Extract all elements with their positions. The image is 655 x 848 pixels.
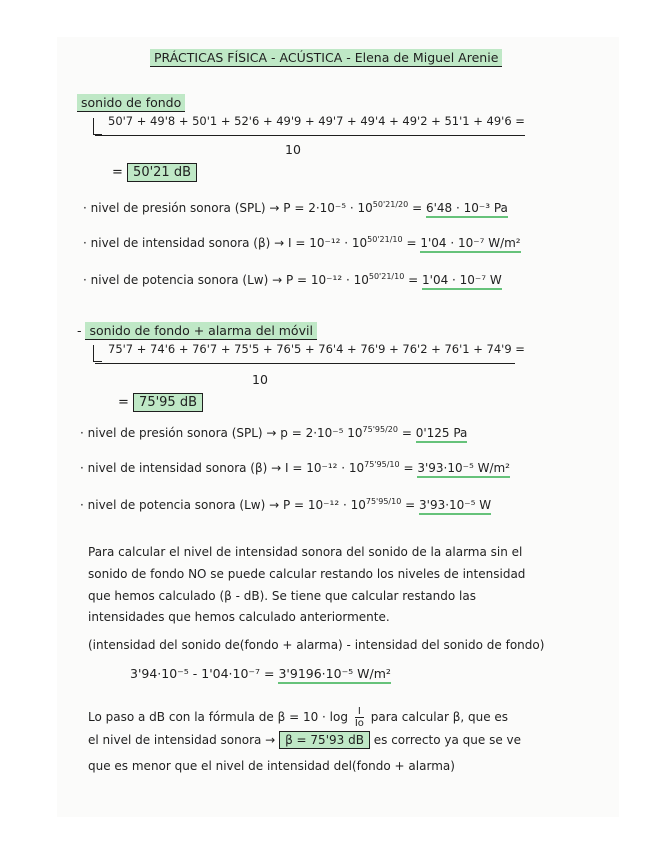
explanation-line-2-text: sonido de fondo NO se puede calcular restando los niveles de intensidad: [88, 567, 526, 581]
section1-sum-text: 50'7 + 49'8 + 50'1 + 52'6 + 49'9 + 49'7 + 49'4 + 49'2 + 51'1 + 49'6: [108, 114, 512, 128]
section2-spl-label: nivel de presión sonora (SPL): [87, 426, 263, 440]
section2-divisor: [252, 372, 268, 387]
section1-intensity-formula: → I = 10⁻¹² · 10: [274, 236, 368, 250]
section1-spl-exponent: 50'21/20: [372, 200, 409, 209]
final-line-2: [88, 759, 455, 773]
section2-power-eq: =: [405, 498, 416, 512]
section2-spl-eq: =: [401, 426, 412, 440]
explanation-paren-line: [88, 638, 544, 652]
section2-power-row: · nivel de potencia sonora $(Lw) \to P = 10^{-12} \cdot 10^{75'95/10} = 3'93\cdot 10^{-5}$ W: [80, 497, 491, 512]
difference-equals: =: [264, 666, 275, 681]
conversion-formula: β = 10 · log: [277, 710, 348, 724]
conversion-text-a: Lo paso a dB con la fórmula de: [88, 710, 274, 724]
section2-intensity-formula: → I = 10⁻¹² · 10: [271, 461, 365, 475]
difference-result: 3'9196·10⁻⁵ W/m²: [278, 666, 390, 684]
page-title: [150, 50, 502, 65]
section2-spl-formula: → p = 2·10⁻⁵ 10: [266, 426, 363, 440]
section1-intensity-eq: =: [406, 236, 417, 250]
conversion-text-b: para calcular β, que es: [370, 710, 509, 724]
explanation-line-1: [88, 545, 522, 559]
section1-result-box: 50'21 dB: [127, 163, 197, 182]
section1-intensity-exponent: 50'21/10: [367, 235, 403, 244]
section1-spl-eq: =: [412, 201, 423, 215]
section2-power-result: 3'93·10⁻⁵ W: [419, 498, 491, 515]
section1-spl-row: · nivel de presión sonora $(SPL) \to P = 2\cdot 10^{-5} \cdot 10^{50'21/20} = 6'48 \cdot 10^{-3}$ Pa: [83, 200, 508, 215]
explanation-paren-text: (intensidad del sonido de(fondo + alarma) - intensidad del sonido de fondo): [88, 638, 545, 652]
section1-heading: [77, 95, 185, 110]
section1-power-eq: =: [408, 273, 419, 287]
section1-power-row: · nivel de potencia sonora $(Lw) \to P = 10^{-12} \cdot 10^{50'21/10} = 1'04 \cdot 10^{-7}$ W: [83, 272, 502, 287]
section1-power-label: nivel de potencia sonora (Lw): [90, 273, 269, 287]
explanation-line-3-text: que hemos calculado (β - dB). Se tiene que calcular restando las: [88, 589, 476, 603]
section2-intensity-row: · nivel de intensidad sonora $(\beta) \to I = 10^{-12} \cdot 10^{75'95/10} = 3'93\cdot 10^{-5}$ W/m²: [80, 460, 510, 475]
section1-power-result: 1'04 · 10⁻⁷ W: [422, 273, 502, 290]
section1-sum-equals: =: [515, 114, 525, 128]
section2-spl-exponent: 75'95/20: [362, 425, 398, 434]
section2-power-formula: → P = 10⁻¹² · 10: [269, 498, 366, 512]
section1-spl-label: nivel de presión sonora (SPL): [90, 201, 266, 215]
section1-heading-text: sonido de fondo: [77, 94, 185, 112]
section2-divisor-text: 10: [252, 372, 268, 387]
section2-result-box: 75'95 dB: [133, 393, 203, 412]
section1-divisor-text: 10: [285, 142, 301, 157]
difference-expression: 3'94·10⁻⁵ - 1'04·10⁻⁷: [130, 666, 261, 681]
section2-sum: [108, 343, 525, 357]
section2-result: [118, 395, 203, 411]
section1-fraction-bar: [95, 135, 525, 136]
section2-intensity-result: 3'93·10⁻⁵ W/m²: [417, 461, 510, 478]
section2-intensity-label: nivel de intensidad sonora (β): [87, 461, 268, 475]
fraction-numerator: I: [355, 706, 364, 718]
final-text-a: el nivel de intensidad sonora →: [88, 733, 276, 747]
section2-sum-text: 75'7 + 74'6 + 76'7 + 75'5 + 76'5 + 76'4 + 76'9 + 76'2 + 76'1 + 74'9: [108, 342, 512, 356]
section2-result-equals: =: [118, 395, 129, 410]
section1-result-equals: =: [112, 165, 123, 180]
section1-divisor: [285, 142, 301, 157]
final-text-b: es correcto ya que se ve: [373, 733, 521, 747]
section2-spl-row: · nivel de presión sonora (SPL) → p = 2·10⁻⁵ $10^{75'95/20} = 0'125$ Pa: [80, 425, 467, 440]
final-result-box: β = 75'93 dB: [279, 731, 370, 749]
section1-intensity-result: 1'04 · 10⁻⁷ W/m²: [420, 236, 520, 253]
conversion-line: [88, 706, 508, 729]
section2-sum-equals: =: [515, 342, 525, 356]
final-line: [88, 733, 521, 747]
section1-power-exponent: 50'21/10: [368, 272, 405, 281]
section1-intensity-label: nivel de intensidad sonora (β): [90, 236, 271, 250]
explanation-line-4: [88, 610, 390, 624]
section2-heading: - sonido de fondo + alarma del móvil: [77, 323, 317, 338]
section1-spl-result: 6'48 · 10⁻³ Pa: [426, 201, 508, 218]
section2-fraction-bar: [95, 363, 515, 364]
section2-intensity-exponent: 75'95/10: [364, 460, 400, 469]
section2-power-exponent: 75'95/10: [365, 497, 402, 506]
section1-bracket: [93, 118, 102, 135]
final-text-c: que es menor que el nivel de intensidad del(fondo + alarma): [88, 759, 455, 773]
section1-sum: [108, 115, 525, 129]
explanation-line-4-text: intensidades que hemos calculado anteriormente.: [88, 610, 390, 624]
explanation-difference: [130, 666, 391, 681]
section2-power-label: nivel de potencia sonora (Lw): [87, 498, 266, 512]
section2-spl-result: 0'125 Pa: [416, 426, 468, 443]
section1-spl-formula: → P = 2·10⁻⁵ · 10: [269, 201, 373, 215]
fraction-denominator: Io: [354, 718, 364, 729]
section1-intensity-row: · nivel de intensidad sonora $(\beta) \to I = 10^{-12} \cdot 10^{50'21/10} = 1'04 \cdot 10^{-7}$ W/m²: [83, 235, 521, 250]
section1-power-formula: → P = 10⁻¹² · 10: [272, 273, 369, 287]
conversion-fraction: [355, 706, 364, 729]
section1-result: [112, 165, 197, 181]
explanation-line-3: [88, 589, 476, 603]
explanation-line-2: [88, 567, 525, 581]
section2-heading-text: sonido de fondo + alarma del móvil: [85, 322, 316, 340]
explanation-line-1-text: Para calcular el nivel de intensidad sonora del sonido de la alarma sin el: [88, 545, 523, 559]
section2-intensity-eq: =: [403, 461, 414, 475]
page-title-text: PRÁCTICAS FÍSICA - ACÚSTICA - Elena de Miguel Arenie: [150, 49, 502, 67]
section2-bracket: [93, 345, 102, 362]
